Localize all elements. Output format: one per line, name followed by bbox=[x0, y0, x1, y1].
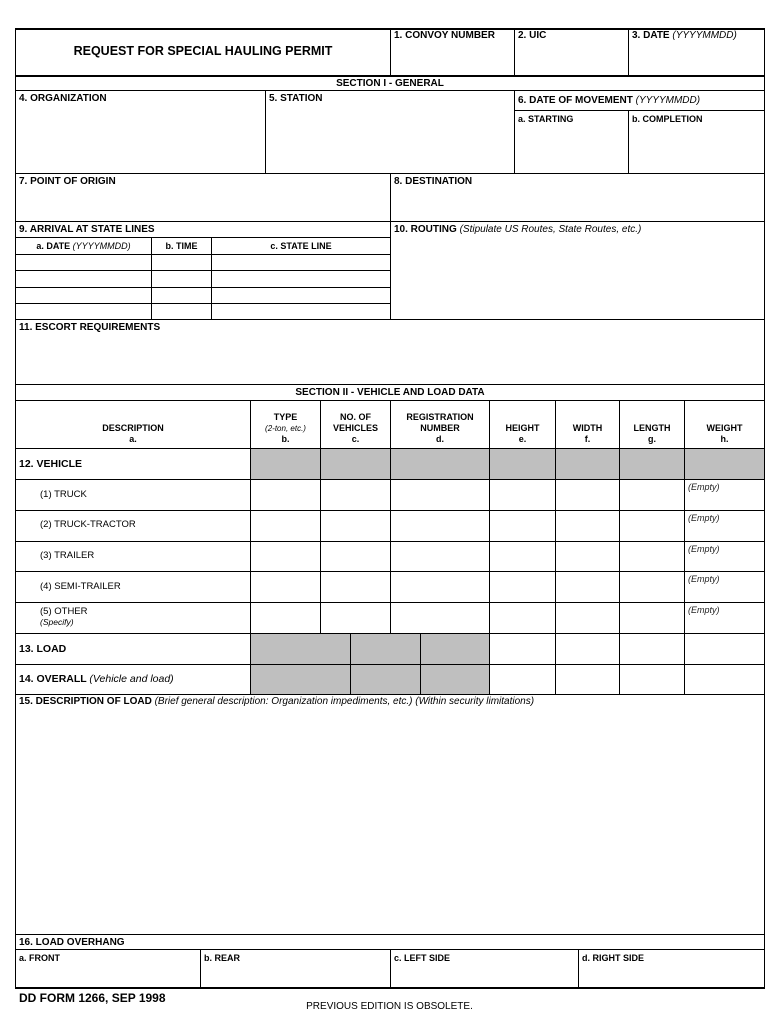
uic-field[interactable] bbox=[518, 30, 546, 42]
col-height: HEIGHT e. bbox=[505, 423, 540, 444]
col-description: DESCRIPTION a. bbox=[102, 423, 164, 444]
organization-label: 4. ORGANIZATION bbox=[19, 93, 107, 104]
destination-field[interactable] bbox=[394, 176, 472, 188]
vehicle-row-semi-trailer: (4) SEMI-TRAILER bbox=[40, 581, 121, 592]
load-overhang-label: 16. LOAD OVERHANG bbox=[19, 937, 125, 948]
description-of-load-field[interactable] bbox=[19, 696, 534, 708]
rear-label: b. REAR bbox=[204, 953, 240, 963]
date-format: (YYYYMMDD) bbox=[672, 30, 737, 41]
routing-note: (Stipulate US Routes, State Routes, etc.) bbox=[459, 224, 642, 235]
uic-label: 2. UIC bbox=[518, 30, 547, 41]
routing-field[interactable] bbox=[394, 224, 641, 236]
station-field[interactable] bbox=[269, 93, 323, 105]
previous-edition-note: PREVIOUS EDITION IS OBSOLETE. bbox=[306, 1001, 473, 1012]
front-label: a. FRONT bbox=[19, 953, 61, 963]
vehicle-row-other: (5) OTHER (Specify) bbox=[40, 606, 88, 627]
escort-requirements-label: 11. ESCORT REQUIREMENTS bbox=[19, 322, 161, 333]
col-registration-number: REGISTRATION NUMBER d. bbox=[406, 412, 474, 444]
overhang-front-field[interactable] bbox=[19, 952, 60, 964]
arrival-state-line-header: c. STATE LINE bbox=[270, 241, 332, 251]
other-weight-empty[interactable]: (Empty) bbox=[688, 605, 720, 615]
overhang-right-side-field[interactable] bbox=[582, 952, 644, 964]
truck-weight-empty[interactable]: (Empty) bbox=[688, 482, 720, 492]
organization-field[interactable] bbox=[19, 93, 107, 105]
date-of-movement-label: 6. DATE OF MOVEMENT (YYYYMMDD) bbox=[518, 95, 701, 106]
vehicle-row-truck-tractor: (2) TRUCK-TRACTOR bbox=[40, 519, 136, 530]
truck-tractor-weight-empty[interactable]: (Empty) bbox=[688, 513, 720, 523]
arrival-at-state-lines-label: 9. ARRIVAL AT STATE LINES bbox=[19, 224, 155, 235]
section-1-title: SECTION I - GENERAL bbox=[336, 78, 444, 89]
escort-requirements-field[interactable] bbox=[19, 322, 160, 334]
destination-label: 8. DESTINATION bbox=[394, 176, 473, 187]
point-of-origin-label: 7. POINT OF ORIGIN bbox=[19, 176, 116, 187]
col-length: LENGTH g. bbox=[633, 423, 671, 444]
vehicle-shade bbox=[251, 449, 764, 479]
vehicle-row-truck: (1) TRUCK bbox=[40, 489, 87, 500]
overhang-rear-field[interactable] bbox=[204, 952, 240, 964]
station-label: 5. STATION bbox=[269, 93, 323, 104]
routing-label: 10. ROUTING bbox=[394, 224, 457, 235]
left-side-label: c. LEFT SIDE bbox=[394, 953, 451, 963]
trailer-weight-empty[interactable]: (Empty) bbox=[688, 544, 720, 554]
vehicle-label: 12. VEHICLE bbox=[19, 458, 83, 470]
convoy-number-field[interactable] bbox=[394, 30, 495, 42]
form-title: REQUEST FOR SPECIAL HAULING PERMIT bbox=[73, 44, 333, 58]
date-field[interactable] bbox=[632, 30, 737, 42]
col-width: WIDTH f. bbox=[572, 423, 603, 444]
arrival-date-header: a. DATE (YYYYMMDD) bbox=[36, 241, 131, 251]
overhang-left-side-field[interactable] bbox=[394, 952, 450, 964]
arrival-time-header: b. TIME bbox=[165, 241, 198, 251]
form-id: DD FORM 1266, SEP 1998 bbox=[19, 991, 166, 1005]
starting-date-field[interactable] bbox=[518, 113, 573, 125]
col-type: TYPE (2-ton, etc.) b. bbox=[265, 412, 306, 444]
section-2-title: SECTION II - VEHICLE AND LOAD DATA bbox=[295, 387, 485, 398]
overall-shade bbox=[251, 665, 489, 694]
date-label: 3. DATE bbox=[632, 30, 670, 41]
overall-label: 14. OVERALL (Vehicle and load) bbox=[19, 673, 174, 685]
completion-label: b. COMPLETION bbox=[632, 114, 703, 124]
description-of-load-label: 15. DESCRIPTION OF LOAD bbox=[19, 696, 152, 707]
description-of-load-note: (Brief general description: Organization impediments, etc.) (Within security limitations) bbox=[154, 696, 535, 707]
starting-label: a. STARTING bbox=[518, 114, 574, 124]
convoy-number-label: 1. CONVOY NUMBER bbox=[394, 30, 495, 41]
col-no-of-vehicles: NO. OF VEHICLES c. bbox=[332, 412, 378, 444]
col-weight: WEIGHT h. bbox=[706, 423, 743, 444]
point-of-origin-field[interactable] bbox=[19, 176, 116, 188]
completion-date-field[interactable] bbox=[632, 113, 703, 125]
load-label: 13. LOAD bbox=[19, 643, 67, 655]
vehicle-row-trailer: (3) TRAILER bbox=[40, 550, 95, 561]
right-side-label: d. RIGHT SIDE bbox=[582, 953, 645, 963]
load-shade bbox=[251, 634, 489, 664]
semi-trailer-weight-empty[interactable]: (Empty) bbox=[688, 574, 720, 584]
